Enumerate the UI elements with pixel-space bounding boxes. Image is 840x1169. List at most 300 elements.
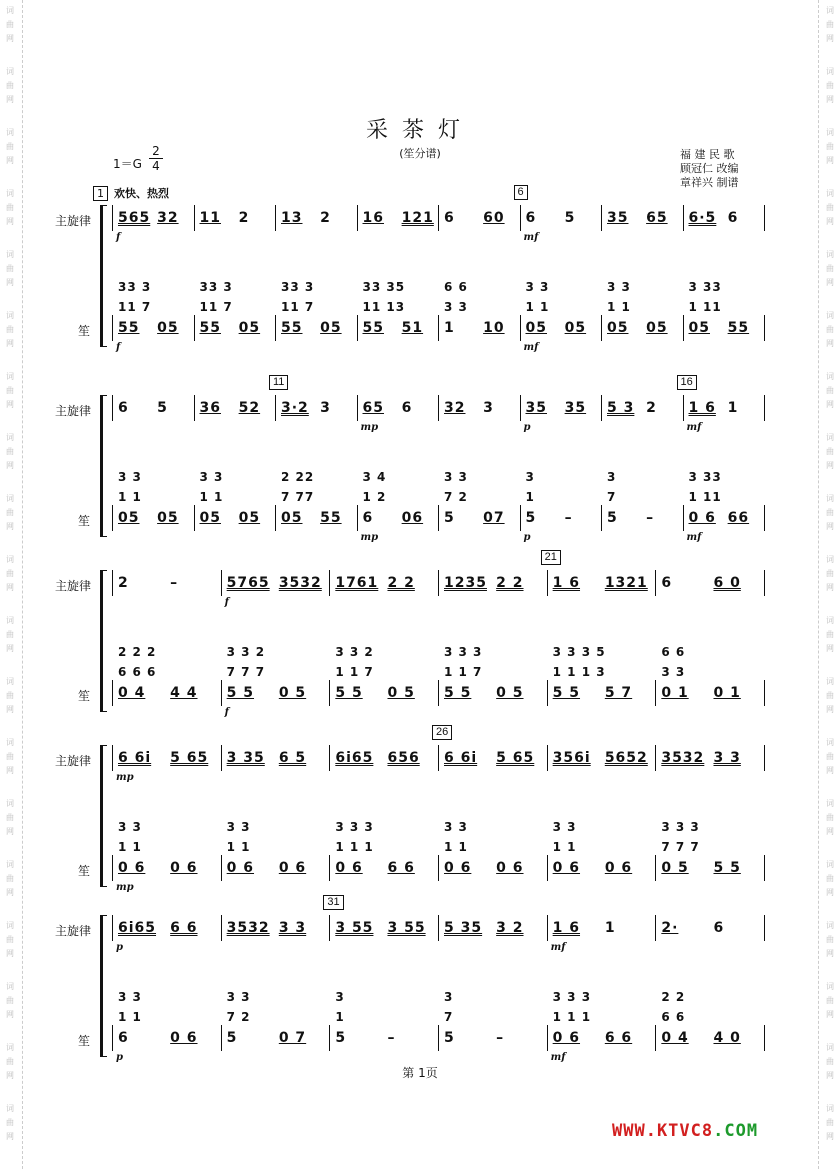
melody-note: 32: [444, 400, 466, 416]
melody-note: 3: [483, 400, 494, 416]
sheng-bottom-note: 0 5: [387, 685, 415, 701]
melody-barline: [764, 395, 765, 421]
sheng-top-note: 3 3 3: [444, 645, 483, 659]
sheng-mid-note: 6 6: [661, 1010, 686, 1024]
watermark-text: 词 曲 网: [826, 1043, 834, 1080]
melody-barline: [520, 205, 521, 231]
sheng-top-note: 6 6: [444, 280, 468, 294]
dynamic-marking: mp: [360, 422, 379, 433]
sheng-barline: [683, 315, 684, 341]
melody-note: 35: [564, 400, 587, 416]
sheng-mid-note: 11 7: [199, 300, 233, 314]
sheng-barline: [329, 1025, 330, 1051]
melody-note: 3 3: [713, 750, 741, 766]
sheng-bottom-note: 5: [226, 1030, 238, 1046]
watermark-text: 词 曲 网: [826, 250, 834, 287]
sheng-bottom-note: 05: [525, 320, 547, 336]
sheng-bottom-note: 0 6: [552, 860, 581, 876]
sheng-top-note: 3 3 3: [552, 990, 592, 1004]
sheng-mid-note: 1 1: [199, 490, 224, 504]
melody-barline: [764, 745, 765, 771]
tempo-marking: [93, 185, 169, 201]
sheng-bottom-note: –: [496, 1030, 505, 1046]
watermark-text: 词 曲 网: [826, 6, 834, 43]
sheng-top-note: 3 3 2: [226, 645, 266, 659]
sheng-bottom-note: 5: [444, 1030, 455, 1046]
watermark-text: 词 曲 网: [6, 6, 14, 43]
watermark-text: 词 曲 网: [6, 67, 14, 104]
watermark-text: 词 曲 网: [826, 128, 834, 165]
melody-note: 6 6i: [118, 750, 152, 766]
sheng-bottom-note: 5: [607, 510, 618, 526]
sheng-bottom-note: 0 4: [661, 1030, 689, 1046]
melody-note: 5765: [226, 575, 270, 591]
sheng-bottom-note: 55: [320, 510, 342, 526]
sheng-bottom-note: 5: [525, 510, 537, 526]
sheng-barline: [112, 315, 113, 341]
sheng-top-note: 3 3 2: [335, 645, 374, 659]
sheng-bottom-note: 6: [118, 1030, 129, 1046]
melody-note: 5 35: [444, 920, 483, 936]
melody-note: 32: [157, 210, 179, 226]
sheng-top-note: 3 3: [118, 470, 142, 484]
credits: [680, 148, 739, 190]
melody-barline: [112, 745, 113, 771]
melody-note: 3532: [661, 750, 705, 766]
watermark-text: 词 曲 网: [6, 555, 14, 592]
sheng-bottom-note: 6: [362, 510, 374, 526]
melody-barline: [329, 915, 330, 941]
sheng-mid-note: 1 1: [552, 840, 577, 854]
key-signature: 1＝G: [113, 157, 142, 171]
sheng-bottom-note: –: [387, 1030, 396, 1046]
melody-note: 1: [727, 400, 739, 416]
melody-note: 13: [281, 210, 303, 226]
melody-note: 6 0: [713, 575, 741, 591]
time-signature: 2 4: [149, 144, 163, 173]
system-bracket: [100, 915, 107, 1057]
melody-note: 65: [362, 400, 384, 416]
sheng-mid-note: 1: [335, 1010, 345, 1024]
sheng-mid-note: 1 11: [688, 300, 722, 314]
left-margin-line: [22, 0, 23, 1169]
sheng-top-note: 3 3 3: [335, 820, 374, 834]
melody-note: 3·2: [281, 400, 309, 416]
melody-barline: [764, 570, 765, 596]
sheng-mid-note: 7 2: [444, 490, 468, 504]
melody-note: 6i65: [335, 750, 374, 766]
sheng-bottom-note: 05: [238, 510, 261, 526]
subtitle: (笙分谱): [399, 147, 441, 160]
sheng-top-note: 3 3: [226, 990, 251, 1004]
measure-number-box: 21: [541, 550, 561, 565]
watermark-text: 词 曲 网: [826, 860, 834, 897]
melody-note: 3 55: [387, 920, 426, 936]
sheng-barline: [112, 505, 113, 531]
melody-note: 5 65: [170, 750, 209, 766]
sheng-top-note: 3 4: [362, 470, 387, 484]
sheng-top-note: 6 6: [661, 645, 686, 659]
sheng-bottom-note: 51: [401, 320, 424, 336]
sheng-bottom-note: 55: [362, 320, 384, 336]
watermark-text: 词 曲 网: [6, 799, 14, 836]
sheng-top-note: 3 3: [118, 990, 142, 1004]
sheng-bottom-note: 0 6: [170, 860, 198, 876]
sheng-bottom-note: 55: [727, 320, 750, 336]
dynamic-marking: f: [224, 597, 229, 608]
sheng-bottom-note: 05: [607, 320, 629, 336]
melody-note: 2: [118, 575, 129, 591]
melody-note: 6: [713, 920, 725, 936]
sheng-barline: [683, 505, 684, 531]
sheng-mid-note: 7 7 7: [661, 840, 700, 854]
melody-note: –: [170, 575, 179, 591]
dynamic-marking: f: [224, 707, 229, 718]
sheng-bottom-note: 0 5: [661, 860, 689, 876]
sheng-barline: [357, 505, 358, 531]
sheng-mid-note: 1 1: [118, 1010, 142, 1024]
watermark-text: 词 曲 网: [826, 189, 834, 226]
melody-note: 5 65: [496, 750, 535, 766]
melody-note: 2: [646, 400, 657, 416]
sheng-top-note: 3: [335, 990, 345, 1004]
sheng-barline: [438, 505, 439, 531]
melody-barline: [683, 205, 684, 231]
sheng-top-note: 3: [525, 470, 535, 484]
watermark-text: 词 曲 网: [826, 921, 834, 958]
right-margin-line: [818, 0, 819, 1169]
melody-note: 356i: [552, 750, 591, 766]
sheng-barline: [764, 505, 765, 531]
sheng-bottom-note: 0 6: [496, 860, 524, 876]
melody-note: 656: [387, 750, 420, 766]
sheng-bottom-note: 6 6: [604, 1030, 633, 1046]
melody-part-label: 主旋律: [55, 579, 92, 593]
dynamic-marking: mf: [550, 942, 566, 953]
melody-note: 6: [727, 210, 739, 226]
song-title: 采茶灯: [365, 118, 474, 143]
sheng-bottom-note: 05: [238, 320, 261, 336]
melody-barline: [221, 745, 222, 771]
sheng-top-note: 33 35: [362, 280, 406, 294]
sheng-barline: [221, 1025, 222, 1051]
melody-note: 16: [362, 210, 384, 226]
melody-note: 3 2: [496, 920, 524, 936]
sheng-part-label: 笙: [78, 864, 91, 878]
tempo-text: 欢快、热烈: [114, 187, 169, 200]
sheng-barline: [275, 315, 276, 341]
dynamic-marking: mp: [116, 772, 134, 783]
sheng-mid-note: 7: [444, 1010, 454, 1024]
sheng-mid-note: 1 1: [444, 840, 468, 854]
sheng-top-note: 2 2 2: [118, 645, 157, 659]
sheng-bottom-note: 0 1: [661, 685, 689, 701]
melody-barline: [112, 205, 113, 231]
sheng-barline: [194, 315, 195, 341]
sheng-top-note: 3 3: [118, 820, 142, 834]
sheng-barline: [112, 855, 113, 881]
sheng-mid-note: 7 77: [281, 490, 315, 504]
melody-note: 35: [525, 400, 547, 416]
melody-note: 6: [118, 400, 129, 416]
melody-note: 3 35: [226, 750, 265, 766]
sheng-bottom-note: 06: [401, 510, 424, 526]
melody-barline: [112, 915, 113, 941]
melody-note: 2: [238, 210, 250, 226]
sheng-mid-note: 1: [525, 490, 535, 504]
measure-number-box: 26: [432, 725, 452, 740]
melody-note: 2 2: [387, 575, 415, 591]
watermark-text: 词 曲 网: [826, 677, 834, 714]
sheng-top-note: 3 3: [607, 280, 631, 294]
melody-note: 2: [320, 210, 331, 226]
sheng-bottom-note: 0 5: [496, 685, 524, 701]
system-bracket: [100, 570, 107, 712]
melody-note: 1235: [444, 575, 487, 591]
melody-note: 6i65: [118, 920, 157, 936]
sheng-mid-note: 1 1 1: [552, 1010, 592, 1024]
melody-barline: [655, 915, 656, 941]
sheng-bottom-note: 05: [646, 320, 668, 336]
system-bracket: [100, 205, 107, 347]
sheng-bottom-note: 4 4: [170, 685, 198, 701]
dynamic-marking: mf: [686, 422, 702, 433]
melody-note: 1761: [335, 575, 379, 591]
melody-barline: [547, 745, 548, 771]
sheng-barline: [655, 855, 656, 881]
melody-barline: [438, 395, 439, 421]
melody-barline: [194, 205, 195, 231]
melody-barline: [547, 570, 548, 596]
sheng-part-label: 笙: [78, 324, 91, 338]
melody-barline: [329, 745, 330, 771]
sheng-bottom-note: –: [646, 510, 655, 526]
system-bracket: [100, 745, 107, 887]
sheng-bottom-note: 0 7: [278, 1030, 307, 1046]
watermark-text: 词 曲 网: [826, 494, 834, 531]
measure-number-box: 6: [514, 185, 528, 200]
watermark-text: 词 曲 网: [826, 616, 834, 653]
melody-note: 1 6: [552, 920, 581, 936]
sheng-bottom-note: 6 6: [387, 860, 415, 876]
sheng-bottom-note: 05: [564, 320, 587, 336]
measure-number-box: 16: [677, 375, 697, 390]
melody-note: 6·5: [688, 210, 717, 226]
melody-note: 5: [564, 210, 576, 226]
dynamic-marking: mf: [686, 532, 702, 543]
sheng-mid-note: 1 11: [688, 490, 722, 504]
sheng-bottom-note: 0 6: [604, 860, 633, 876]
melody-barline: [275, 205, 276, 231]
left-watermark-strip: [2, 0, 18, 1169]
melody-note: 565: [118, 210, 151, 226]
melody-barline: [194, 395, 195, 421]
melody-note: 3 55: [335, 920, 374, 936]
melody-note: 1 6: [552, 575, 581, 591]
sheng-mid-note: 1 1 1 3: [552, 665, 606, 679]
sheng-mid-note: 7 2: [226, 1010, 251, 1024]
melody-note: 6 6: [170, 920, 198, 936]
sheng-top-note: 3 3: [552, 820, 577, 834]
sheng-bottom-note: 0 6: [278, 860, 307, 876]
watermark-text: 词 曲 网: [826, 555, 834, 592]
melody-barline: [357, 395, 358, 421]
dynamic-marking: mp: [360, 532, 379, 543]
sheng-bottom-note: 5 7: [604, 685, 633, 701]
sheng-bottom-note: 10: [483, 320, 505, 336]
melody-barline: [438, 570, 439, 596]
melody-note: 11: [199, 210, 221, 226]
melody-note: 5652: [604, 750, 648, 766]
melody-note: 3: [320, 400, 331, 416]
sheng-mid-note: 1 1 1: [335, 840, 374, 854]
sheng-bottom-note: 55: [199, 320, 221, 336]
sheng-bottom-note: 05: [157, 320, 179, 336]
sheng-top-note: 33 3: [281, 280, 315, 294]
sheng-mid-note: 7: [607, 490, 617, 504]
sheng-mid-note: 1 1: [607, 300, 631, 314]
sheng-barline: [194, 505, 195, 531]
melody-barline: [764, 915, 765, 941]
system-bracket: [100, 395, 107, 537]
dynamic-marking: f: [116, 232, 121, 243]
melody-barline: [112, 570, 113, 596]
melody-note: 6: [401, 400, 413, 416]
melody-barline: [112, 395, 113, 421]
melody-barline: [438, 205, 439, 231]
sheng-mid-note: 11 13: [362, 300, 406, 314]
sheng-bottom-note: –: [564, 510, 573, 526]
sheng-barline: [655, 1025, 656, 1051]
sheng-bottom-note: 0 6: [170, 1030, 198, 1046]
sheng-bottom-note: 0 4: [118, 685, 146, 701]
dynamic-marking: p: [523, 532, 531, 543]
melody-note: 6 5: [278, 750, 307, 766]
watermark-text: 词 曲 网: [6, 1043, 14, 1080]
sheng-bottom-note: 66: [727, 510, 750, 526]
sheng-top-note: 3: [607, 470, 617, 484]
sheng-bottom-note: 5: [444, 510, 455, 526]
sheng-top-note: 3 3: [226, 820, 251, 834]
sheng-barline: [547, 855, 548, 881]
sheng-bottom-note: 0 1: [713, 685, 741, 701]
melody-note: 5: [157, 400, 168, 416]
sheng-bottom-note: 05: [688, 320, 710, 336]
sheng-bottom-note: 5 5: [713, 860, 741, 876]
sheng-bottom-note: 0 6: [226, 860, 255, 876]
melody-barline: [655, 570, 656, 596]
sheng-top-note: 3 3 3 5: [552, 645, 606, 659]
melody-note: 60: [483, 210, 505, 226]
sheng-top-note: 3 3: [525, 280, 550, 294]
measure-number-box: 11: [269, 375, 288, 390]
credit-transcriber: 章祥兴 制谱: [680, 176, 739, 189]
dynamic-marking: mp: [116, 882, 134, 893]
melody-note: 6: [661, 575, 673, 591]
sheng-top-note: 3 3: [199, 470, 224, 484]
sheng-bottom-note: 05: [157, 510, 179, 526]
melody-barline: [764, 205, 765, 231]
dynamic-marking: p: [116, 1052, 123, 1063]
melody-note: 6: [525, 210, 537, 226]
melody-barline: [601, 395, 602, 421]
sheng-mid-note: 1 1: [226, 840, 251, 854]
sheng-bottom-note: 0 5: [278, 685, 307, 701]
sheng-part-label: 笙: [78, 514, 91, 528]
sheng-bottom-note: 0 6: [688, 510, 716, 526]
melody-note: 3532: [226, 920, 270, 936]
measure-number: 1: [93, 186, 108, 201]
melody-note: 65: [646, 210, 668, 226]
melody-note: 1: [604, 920, 616, 936]
dynamic-marking: mf: [550, 1052, 566, 1063]
watermark-text: 词 曲 网: [826, 982, 834, 1019]
sheng-bottom-note: 5 5: [335, 685, 363, 701]
melody-barline: [357, 205, 358, 231]
melody-note: 3 3: [278, 920, 307, 936]
sheng-bottom-note: 0 6: [552, 1030, 581, 1046]
sheng-bottom-note: 5: [335, 1030, 347, 1046]
sheng-mid-note: 1 1: [118, 490, 142, 504]
sheng-bottom-note: 0 6: [118, 860, 146, 876]
sheng-barline: [221, 855, 222, 881]
melody-barline: [520, 395, 521, 421]
melody-barline: [683, 395, 684, 421]
melody-note: 35: [607, 210, 629, 226]
sheng-mid-note: 1 1: [525, 300, 550, 314]
sheng-top-note: 33 3: [199, 280, 233, 294]
sheng-mid-note: 6 6 6: [118, 665, 157, 679]
sheng-mid-note: 1 2: [362, 490, 387, 504]
sheng-bottom-note: 05: [281, 510, 303, 526]
sheng-bottom-note: 07: [483, 510, 505, 526]
watermark-text: 词 曲 网: [6, 616, 14, 653]
melody-note: 121: [401, 210, 434, 226]
sheng-barline: [438, 315, 439, 341]
dynamic-marking: f: [116, 342, 121, 353]
watermark-text: 词 曲 网: [826, 799, 834, 836]
watermark-text: 词 曲 网: [6, 1104, 14, 1141]
watermark-text: 词 曲 网: [826, 67, 834, 104]
watermark-text: 词 曲 网: [826, 738, 834, 775]
sheng-barline: [547, 680, 548, 706]
sheng-barline: [112, 680, 113, 706]
dynamic-marking: p: [116, 942, 123, 953]
sheng-barline: [601, 505, 602, 531]
sheng-top-note: 3 3: [444, 470, 468, 484]
melody-barline: [221, 915, 222, 941]
sheng-top-note: 3: [444, 990, 454, 1004]
melody-note: 2 2: [496, 575, 524, 591]
page-number: 第 1页: [402, 1066, 438, 1080]
melody-note: 6: [444, 210, 455, 226]
sheng-top-note: 3 33: [688, 470, 722, 484]
melody-note: 2·: [661, 920, 679, 936]
watermark-text: 词 曲 网: [6, 128, 14, 165]
watermark-text: 词 曲 网: [6, 311, 14, 348]
sheng-top-note: 3 3: [444, 820, 468, 834]
melody-part-label: 主旋律: [55, 924, 92, 938]
melody-note: 52: [238, 400, 261, 416]
dynamic-marking: mf: [523, 232, 539, 243]
sheng-barline: [438, 855, 439, 881]
melody-barline: [221, 570, 222, 596]
sheng-top-note: 33 3: [118, 280, 152, 294]
sheng-barline: [547, 1025, 548, 1051]
melody-note: 6 6i: [444, 750, 478, 766]
sheng-barline: [764, 680, 765, 706]
sheng-bottom-note: 1: [444, 320, 455, 336]
